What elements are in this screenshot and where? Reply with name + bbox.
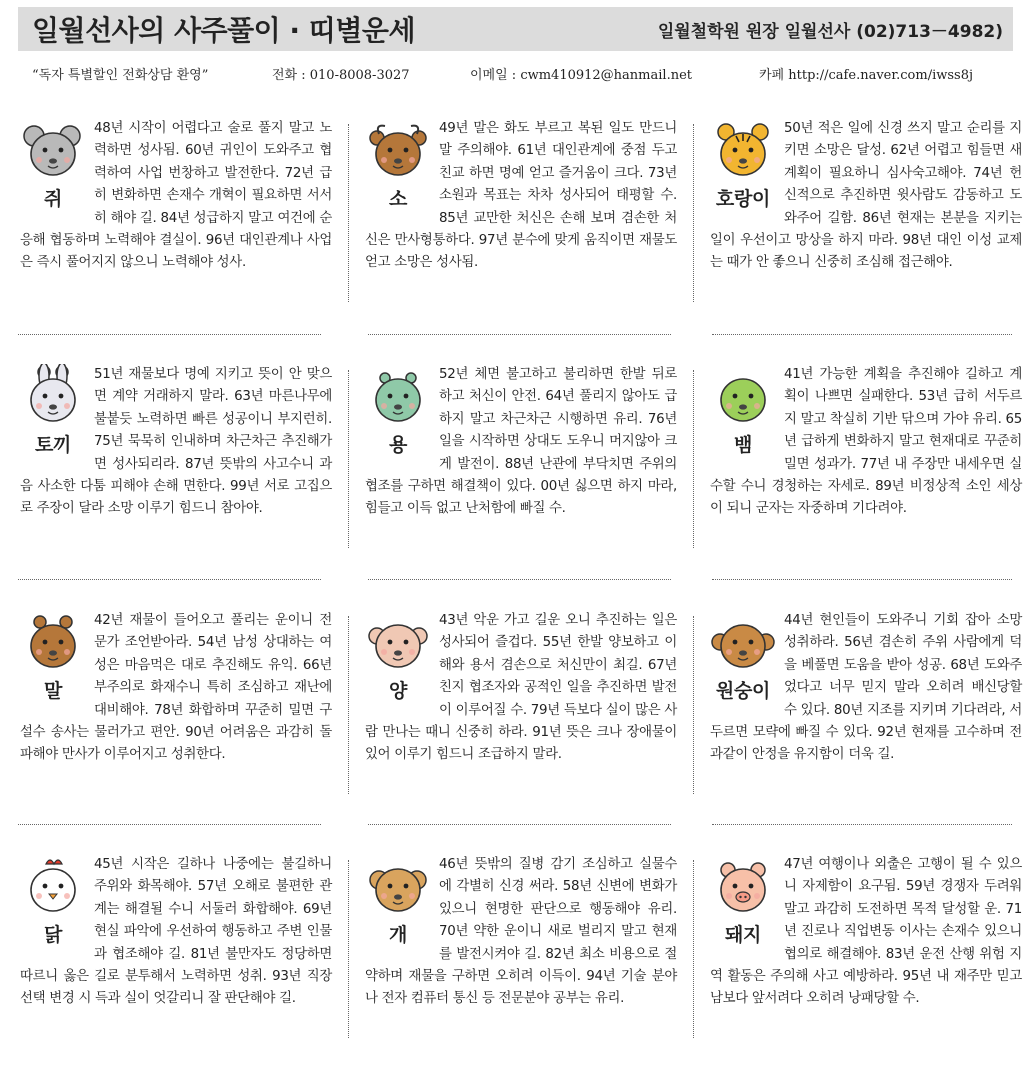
column-divider (693, 616, 694, 794)
zodiac-card (365, 364, 677, 579)
animal-figure (20, 118, 94, 228)
column-divider (348, 124, 349, 302)
zodiac-card (20, 364, 332, 579)
rooster-icon (20, 854, 86, 918)
rat-icon (20, 118, 86, 182)
fortune-text (20, 610, 332, 767)
fortune-body: 45년 시작은 길하나 나중에는 불길하니 주위와 화목해야. 57년 오해로 불편한 관계는 해결될 수니 서둘러 화합해야. 69년 현실 파악에 우선하여 행동하고 주변 인물과 협조해야 길. 81년 불만자도 정당하면 따르니 옳은 길로 분투해서 노력하면 성취. 93년 직장 선택 변경 시 득과 실이 엇갈리니 잘 판단해야 길. (20, 857, 332, 1007)
tiger-icon (710, 118, 776, 182)
row-divider (368, 334, 671, 335)
email-text: 이메일 : cwm410912@hanmail.net (470, 68, 692, 83)
zodiac-card (20, 118, 332, 333)
zodiac-card (20, 610, 332, 825)
animal-figure (710, 118, 784, 228)
cafe-link[interactable]: 카페 http://cafe.naver.com/iwss8j (759, 68, 974, 83)
column-divider (348, 370, 349, 548)
fortune-text (365, 118, 677, 275)
contact-info-bar (22, 64, 1012, 86)
animal-figure (365, 854, 439, 964)
zodiac-card (710, 118, 1022, 333)
monkey-icon (710, 610, 776, 674)
row-divider (368, 579, 671, 580)
fortune-body: 52년 체면 불고하고 불리하면 한발 뒤로하고 처신이 안전. 64년 풀리지 않아도 급하지 말고 차근차근 시행하면 유리. 76년 일을 시작하면 상대도 도우니 머지않아 크게 발전이. 88년 난관에 부닥치면 주위의 협조를 구하면 해결책이 있다. 00년 싫으면 하지 마라, 힘들고 이득 없고 난처함에 빠질 수. (365, 367, 677, 517)
zodiac-card (365, 854, 677, 1069)
zodiac-name: 쥐 (43, 188, 63, 210)
ox-icon (365, 118, 431, 182)
row-divider (368, 824, 671, 825)
phone-text: 전화 : 010-8008-3027 (272, 68, 410, 83)
fortune-body: 48년 시작이 어렵다고 술로 풀지 말고 노력하면 성사됨. 60년 귀인이 도와주고 협력하여 사업 번창하고 발전한다. 72년 급히 변화하면 손재수 개혁이 필요하면 서서히 해야 길. 84년 성급하지 말고 여건에 순응해 협동하며 노력해야 결실이. 96년 대인관계나 사업은 즉시 풀어지지 않으니 노력해야 성사. (20, 121, 332, 271)
zodiac-card (710, 364, 1022, 579)
zodiac-card (20, 854, 332, 1069)
animal-figure (710, 854, 784, 964)
zodiac-name: 원숭이 (715, 680, 771, 702)
column-divider (348, 616, 349, 794)
fortune-body: 50년 적은 일에 신경 쓰지 말고 순리를 지키면 소망은 달성. 62년 어렵고 힘들면 새 계획이 필요하니 심사숙고해야. 74년 헌신적으로 추진하면 윗사람도 감동하고 도와주어 길함. 86년 현재는 본분을 지키는 일이 우선이고 망상을 하지 마라. 98년 대인 이성 교제는 때가 안 좋으니 신중히 조심해 접근해야. (710, 121, 1022, 271)
fortune-body: 42년 재물이 들어오고 풀리는 운이니 전문가 조언받아라. 54년 남성 상대하는 여성은 마음먹은 대로 추진해도 유익. 66년 부주의로 화재수니 특히 조심하고 재난에 대비해야. 78년 화합하며 꾸준히 밀면 구설수 송사는 물러가고 편안. 90년 어려움은 과감히 돌파해야 만사가 이루어지고 성취한다. (20, 613, 332, 763)
zodiac-name: 소 (388, 188, 408, 210)
zodiac-name: 개 (388, 924, 408, 946)
zodiac-card (710, 854, 1022, 1069)
animal-figure (20, 610, 94, 720)
rabbit-icon (20, 364, 86, 428)
fortune-body: 43년 악운 가고 길운 오니 추진하는 일은 성사되어 즐겁다. 55년 한발 양보하고 이해와 용서 겸손으로 처신만이 최길. 67년 친지 협조자와 공적인 일을 추진하면 발전이 이루어질 수. 79년 득보다 실이 많은 사람 만나는 때니 신중히 하라. 91년 뜻은 크나 장애물이 있어 이루기 힘드니 조급하지 말라. (365, 613, 677, 763)
column-divider (348, 860, 349, 1038)
zodiac-grid (18, 118, 1022, 1038)
zodiac-name: 양 (388, 680, 408, 702)
fortune-text (20, 854, 332, 1011)
sheep-icon (365, 610, 431, 674)
fortune-body: 47년 여행이나 외출은 고행이 될 수 있으니 자제함이 요구됨. 59년 경쟁자 두려워 말고 과감히 도전하면 목적 달성할 운. 71년 진로나 직업변동 이사는 손재수 있으니 협의로 해결해야. 83년 운전 산행 위험 지역 활동은 주의해 사고 예방하라. 95년 내 재주만 믿고 남보다 앞서려다 오히려 낭패당할 수. (710, 857, 1022, 1007)
animal-figure (20, 364, 94, 474)
fortune-text (710, 118, 1022, 275)
row-divider (18, 334, 321, 335)
zodiac-name: 닭 (43, 924, 63, 946)
zodiac-card (365, 118, 677, 333)
column-divider (693, 124, 694, 302)
row-divider (712, 824, 1012, 825)
fortune-text (365, 854, 677, 1011)
animal-figure (365, 118, 439, 228)
horse-icon (20, 610, 86, 674)
pig-icon (710, 854, 776, 918)
fortune-body: 44년 현인들이 도와주니 기회 잡아 소망 성취하라. 56년 겸손히 주위 사람에게 덕을 베풀면 도움을 받아 성공. 68년 도와주었다고 너무 믿지 말라 오히려 배신당할 수 있다. 80년 지조를 지키며 기다려라, 서두르면 모략에 빠질 수 있다. 92년 현재를 고수하며 전과같이 안정을 유지함이 더욱 길. (710, 613, 1022, 763)
animal-figure (365, 364, 439, 474)
fortune-body: 41년 가능한 계획을 추진해야 길하고 계획이 나쁘면 실패한다. 53년 급히 서두르지 말고 착실히 기반 닦으며 가야 유리. 65년 급하게 변화하지 말고 현재대로 꾸준히 밀면 성과가. 77년 내 주장만 내세우면 실수할 수니 경청하는 자세로. 89년 비정상적 소인 세상이 되니 군자는 자중하며 기다려야. (710, 367, 1022, 517)
zodiac-card (710, 610, 1022, 825)
fortune-text (710, 364, 1022, 521)
row-divider (18, 824, 321, 825)
row-divider (712, 579, 1012, 580)
zodiac-name: 호랑이 (715, 188, 771, 210)
page-title: 일월선사의 사주풀이 · 띠별운세 (32, 14, 416, 47)
page-subtitle: 일월철학원 원장 일월선사 (02)713－4982) (657, 21, 1003, 42)
promo-text: “독자 특별할인 전화상담 환영” (32, 68, 209, 83)
animal-figure (365, 610, 439, 720)
page-header (18, 7, 1013, 51)
fortune-body: 49년 말은 화도 부르고 복된 일도 만드니 말 주의해야. 61년 대인관계에 중점 두고 친교 하면 명예 얻고 즐거움이 크다. 73년 소원과 목표는 차차 성사되어 태평할 수. 85년 교만한 처신은 손해 보며 겸손한 처신은 만사형통하다. 97년 분수에 맞게 움직이면 재물도 얻고 소망은 성사됨. (365, 121, 677, 271)
fortune-text (20, 118, 332, 275)
fortune-text (710, 610, 1022, 767)
column-divider (693, 370, 694, 548)
zodiac-card (365, 610, 677, 825)
fortune-text (365, 364, 677, 521)
dog-icon (365, 854, 431, 918)
zodiac-name: 용 (388, 434, 408, 456)
animal-figure (710, 364, 784, 474)
animal-figure (20, 854, 94, 964)
row-divider (18, 579, 321, 580)
snake-icon (710, 364, 776, 428)
zodiac-name: 돼지 (724, 924, 762, 946)
fortune-text (20, 364, 332, 521)
zodiac-name: 토끼 (34, 434, 72, 456)
animal-figure (710, 610, 784, 720)
row-divider (712, 334, 1012, 335)
column-divider (693, 860, 694, 1038)
fortune-text (365, 610, 677, 767)
dragon-icon (365, 364, 431, 428)
fortune-body: 51년 재물보다 명예 지키고 뜻이 안 맞으면 계약 거래하지 말라. 63년 마른나무에 불붙듯 노력하면 빠른 성공이니 부지런히. 75년 묵묵히 인내하며 차근차근 추진해가면 성사되리라. 87년 뜻밖의 사고수니 과음 사소한 다툼 피해야 손해 면한다. 99년 서로 고집으로 주장이 달라 소망 이루기 힘드니 참아야. (20, 367, 332, 517)
fortune-text (710, 854, 1022, 1011)
zodiac-name: 뱀 (733, 434, 753, 456)
zodiac-name: 말 (43, 680, 63, 702)
fortune-body: 46년 뜻밖의 질병 감기 조심하고 실물수에 각별히 신경 써라. 58년 신변에 변화가 있으니 현명한 판단으로 행동해야 유리. 70년 약한 운이니 새로 벌리지 말고 현재를 발전시켜야 길. 82년 최소 비용으로 절약하며 재물을 구하면 오히려 이득이. 94년 기술 분야나 전자 컴퓨터 통신 등 전문분야 공부는 유리. (365, 857, 677, 1007)
